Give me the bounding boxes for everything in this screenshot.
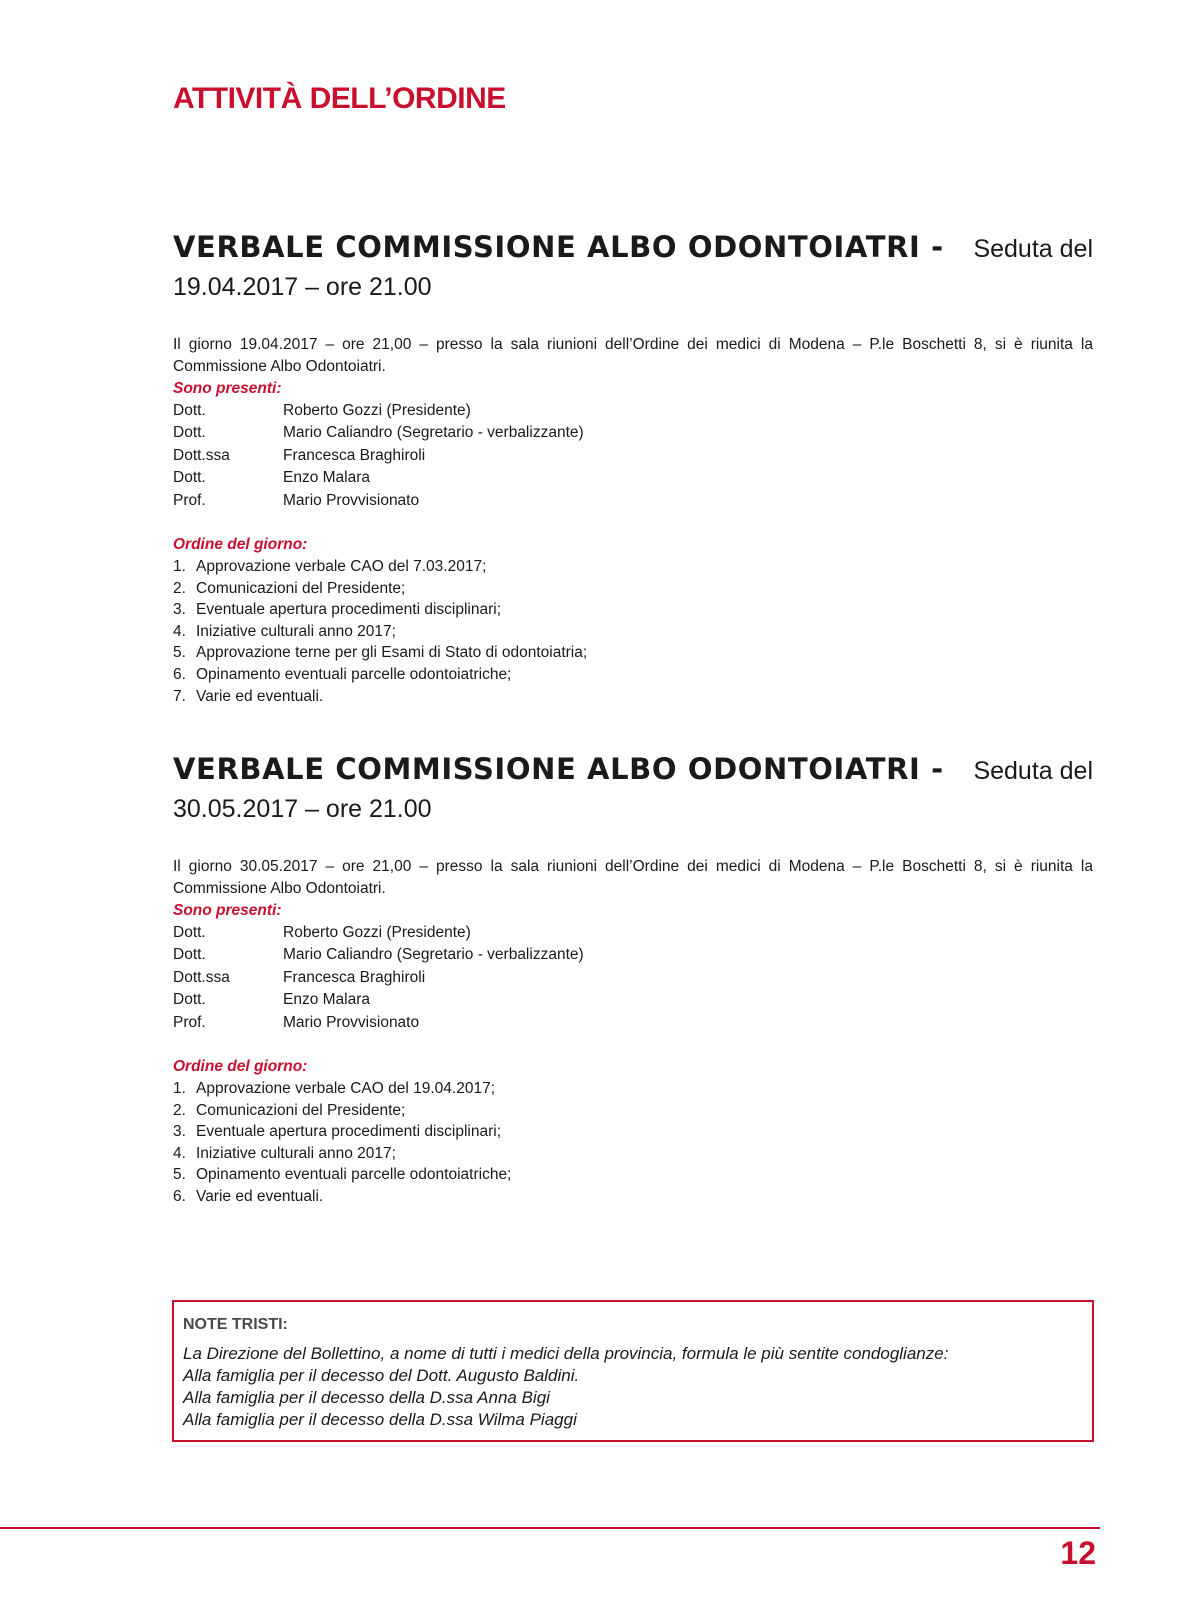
verbale-title: VERBALE COMMISSIONE ALBO ODONTOIATRI - (173, 230, 944, 264)
ordine-num: 7. (173, 687, 186, 705)
presente-name: Mario Provvisionato (283, 491, 420, 509)
footer-divider (0, 1527, 1100, 1529)
ordine-item (173, 642, 1093, 664)
ordine-item (173, 1100, 1093, 1122)
ordine-text: Approvazione terne per gli Esami di Stato di odontoiatria; (196, 644, 588, 662)
note-box (172, 1300, 1094, 1442)
presente-name: Francesca Braghiroli (283, 446, 426, 464)
note-line: La Direzione del Bollettino, a nome di tutti i medici della provincia, formula le più sentite condoglianze: (183, 1344, 949, 1363)
verbale-seduta: Seduta del (973, 235, 1093, 263)
presente-row (173, 467, 1093, 489)
note-line: Alla famiglia per il decesso della D.ssa Wilma Piaggi (183, 1410, 577, 1429)
ordine-num: 3. (173, 1123, 186, 1141)
ordine-text: Opinamento eventuali parcelle odontoiatriche; (196, 666, 512, 683)
ordine-num: 5. (173, 1166, 186, 1184)
ordine-text: Opinamento eventuali parcelle odontoiatriche; (196, 1166, 512, 1184)
ordine-num: 2. (173, 579, 186, 597)
ordine-item (173, 599, 1093, 621)
ordine-text: Iniziative culturali anno 2017; (196, 1144, 396, 1162)
ordine-text: Eventuale apertura procedimenti disciplinari; (196, 1123, 501, 1141)
ordine-item (173, 621, 1093, 643)
ordine-item (173, 664, 1093, 686)
ordine-label: Ordine del giorno: (173, 1058, 308, 1076)
presente-title: Prof. (173, 491, 206, 509)
ordine-num: 6. (173, 1188, 186, 1205)
page-number: 12 (1060, 1535, 1096, 1571)
ordine-item (173, 1186, 1093, 1208)
ordine-item (173, 1164, 1093, 1186)
presente-title: Dott. (173, 402, 206, 419)
verbale-intro: Il giorno 19.04.2017 – ore 21,00 – presso la sala riunioni dell’Ordine dei medici di Modena – P.le Boschetti 8, si è riunita la Commissione Albo Odontoiatri. (173, 336, 1093, 375)
verbale-intro: Il giorno 30.05.2017 – ore 21,00 – presso la sala riunioni dell’Ordine dei medici di Modena – P.le Boschetti 8, si è riunita la Commissione Albo Odontoiatri. (173, 858, 1093, 897)
presente-title: Dott. (173, 469, 206, 487)
verbale-heading (173, 228, 1093, 306)
presente-name: Roberto Gozzi (Presidente) (283, 924, 471, 941)
presenti-list (173, 400, 1093, 512)
ordine-num: 4. (173, 622, 186, 640)
ordine-item (173, 578, 1093, 600)
ordine-num: 1. (173, 558, 186, 576)
presente-row (173, 922, 1093, 944)
presenti-label: Sono presenti: (173, 380, 282, 397)
presente-row (173, 445, 1093, 467)
presente-title: Dott. (173, 424, 206, 442)
ordine-num: 2. (173, 1101, 186, 1119)
ordine-item (173, 686, 1093, 708)
presente-row (173, 490, 1093, 512)
presente-row (173, 422, 1093, 444)
presente-title: Dott.ssa (173, 446, 230, 464)
ordine-label: Ordine del giorno: (173, 536, 308, 554)
ordine-num: 5. (173, 644, 186, 662)
presente-title: Dott. (173, 991, 206, 1009)
verbale-section (173, 750, 1093, 1208)
presente-name: Mario Provvisionato (283, 1013, 420, 1031)
note-title: NOTE TRISTI: (183, 1316, 288, 1333)
presente-row (173, 944, 1093, 966)
presente-name: Enzo Malara (283, 991, 371, 1009)
verbale-title: VERBALE COMMISSIONE ALBO ODONTOIATRI - (173, 752, 944, 786)
ordine-num: 4. (173, 1144, 186, 1162)
ordine-text: Varie ed eventuali. (196, 1188, 324, 1205)
note-line: Alla famiglia per il decesso del Dott. Augusto Baldini. (183, 1366, 580, 1385)
ordine-text: Eventuale apertura procedimenti disciplinari; (196, 601, 501, 619)
presente-row (173, 967, 1093, 989)
note-line: Alla famiglia per il decesso della D.ssa Anna Bigi (183, 1388, 550, 1407)
ordine-text: Iniziative culturali anno 2017; (196, 622, 396, 640)
presente-title: Prof. (173, 1013, 206, 1031)
presenti-label: Sono presenti: (173, 902, 282, 919)
ordine-item (173, 1143, 1093, 1165)
ordine-item (173, 1121, 1093, 1143)
presente-name: Roberto Gozzi (Presidente) (283, 402, 471, 419)
presente-name: Francesca Braghiroli (283, 968, 426, 986)
presente-name: Mario Caliandro (Segretario - verbalizzante) (283, 946, 584, 964)
ordine-text: Comunicazioni del Presidente; (196, 579, 406, 597)
ordine-block (173, 534, 1093, 707)
verbale-date: 30.05.2017 – ore 21.00 (173, 795, 432, 823)
ordine-text: Approvazione verbale CAO del 19.04.2017; (196, 1080, 496, 1098)
ordine-num: 3. (173, 601, 186, 619)
ordine-item (173, 556, 1093, 578)
ordine-item (173, 1078, 1093, 1100)
presente-row (173, 1012, 1093, 1034)
verbale-seduta: Seduta del (973, 757, 1093, 785)
ordine-text: Varie ed eventuali. (196, 687, 324, 705)
ordine-text: Approvazione verbale CAO del 7.03.2017; (196, 558, 487, 576)
verbale-heading (173, 750, 1093, 828)
section-title: ATTIVITÀ DELL’ORDINE (173, 82, 506, 115)
verbale-date: 19.04.2017 – ore 21.00 (173, 273, 432, 301)
presente-name: Enzo Malara (283, 469, 371, 487)
ordine-block (173, 1056, 1093, 1208)
ordine-list (173, 556, 1093, 707)
ordine-num: 6. (173, 666, 186, 683)
presente-row (173, 989, 1093, 1011)
ordine-text: Comunicazioni del Presidente; (196, 1101, 406, 1119)
presente-title: Dott.ssa (173, 968, 230, 986)
presenti-list (173, 922, 1093, 1034)
ordine-num: 1. (173, 1080, 186, 1098)
presente-title: Dott. (173, 946, 206, 964)
presente-name: Mario Caliandro (Segretario - verbalizzante) (283, 424, 584, 442)
ordine-list (173, 1078, 1093, 1208)
verbale-section (173, 228, 1093, 707)
presente-row (173, 400, 1093, 422)
presente-title: Dott. (173, 924, 206, 941)
